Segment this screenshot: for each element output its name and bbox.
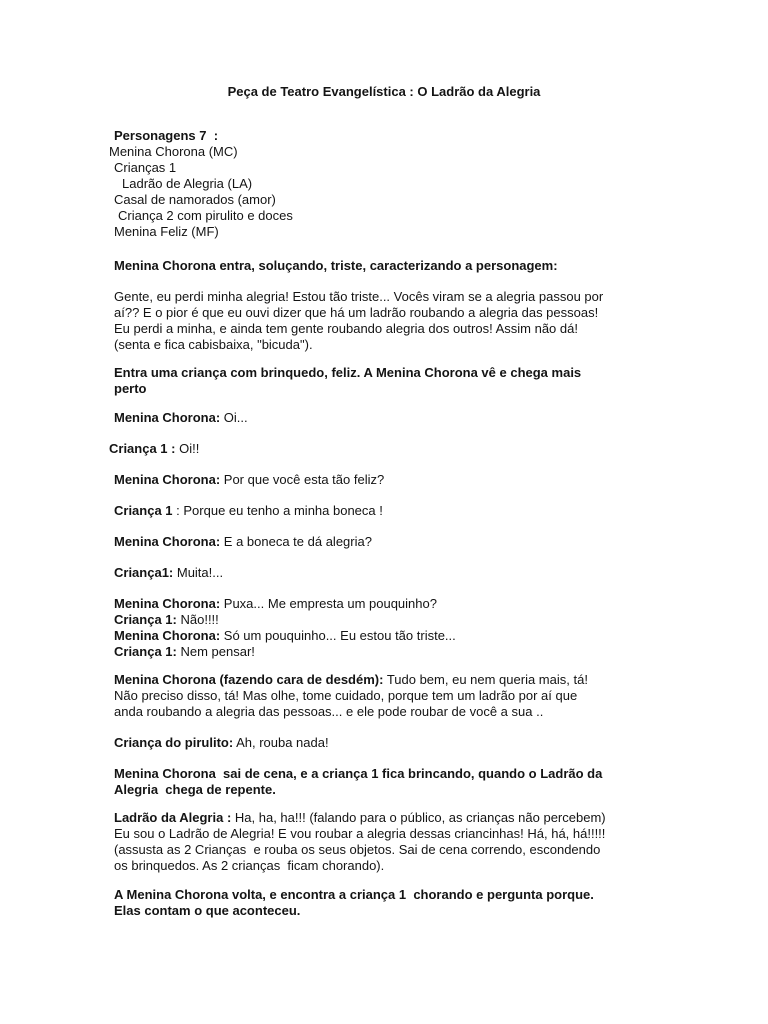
stage-direction-text: A Menina Chorona volta, e encontra a criança 1 chorando e pergunta porque.: [114, 887, 594, 902]
line-text: Ah, rouba nada!: [233, 735, 329, 750]
line-text: Não!!!!: [176, 612, 219, 627]
line-text: Só um pouquinho... Eu estou tão triste...: [220, 628, 456, 643]
stage-direction: [114, 365, 581, 397]
dialogue-line: [109, 441, 199, 457]
line-text: E a boneca te dá alegria?: [220, 534, 372, 549]
speaker: Ladrão da Alegria :: [114, 810, 232, 825]
line-text: os brinquedos. As 2 crianças ficam chorando).: [114, 858, 385, 873]
speech-line: Eu perdi a minha, e ainda tem gente roubando alegria dos outros! Assim não dá!: [114, 321, 578, 336]
dialogue-line: [114, 735, 329, 751]
speaker: Menina Chorona:: [114, 628, 221, 643]
speech-line: Gente, eu perdi minha alegria! Estou tão triste... Vocês viram se a alegria passou por: [114, 289, 604, 304]
stage-direction-text: Menina Chorona entra, soluçando, triste, caracterizando a personagem:: [114, 258, 558, 273]
dialogue-line: [114, 410, 248, 426]
stage-direction-text: Menina Chorona sai de cena, e a criança 1 fica brincando, quando o Ladrão da: [114, 766, 603, 781]
line-text: Oi!!: [175, 441, 200, 456]
character-item: Criança 2 com pirulito e doces: [118, 208, 293, 223]
document-title: Peça de Teatro Evangelística : O Ladrão da Alegria: [227, 84, 541, 99]
line-text: Muita!...: [173, 565, 224, 580]
dialogue-line: [114, 810, 606, 874]
speech-paragraph: [114, 289, 603, 353]
dialogue-line: [114, 565, 223, 581]
speaker: Menina Chorona (fazendo cara de desdém):: [114, 672, 384, 687]
speaker: Criança 1: [114, 503, 173, 518]
stage-direction: [114, 766, 602, 798]
line-text: (assusta as 2 Crianças e rouba os seus objetos. Sai de cena correndo, escondendo: [114, 842, 601, 857]
speaker: Menina Chorona:: [114, 596, 221, 611]
speech-line: (senta e fica cabisbaixa, "bicuda").: [114, 337, 313, 352]
speaker: Menina Chorona:: [114, 534, 221, 549]
speaker: Criança 1:: [114, 612, 177, 627]
character-item: Menina Chorona (MC): [109, 144, 238, 159]
character-item: Crianças 1: [114, 160, 177, 175]
speaker: Criança 1 :: [109, 441, 176, 456]
line-text: Por que você esta tão feliz?: [220, 472, 385, 487]
speech-line: aí?? E o pior é que eu ouvi dizer que há um ladrão roubando a alegria das pessoas!: [114, 305, 599, 320]
dialogue-line: [114, 672, 588, 720]
characters-section: [109, 128, 293, 240]
character-item: Casal de namorados (amor): [114, 192, 276, 207]
line-text: Eu sou o Ladrão de Alegria! E vou roubar a alegria dessas criancinhas! Há, há, há!!!!!: [114, 826, 606, 841]
line-text: Tudo bem, eu nem queria mais, tá!: [383, 672, 588, 687]
stage-direction-text: Elas contam o que aconteceu.: [114, 903, 301, 918]
line-text: Ha, ha, ha!!! (falando para o público, as crianças não percebem): [231, 810, 606, 825]
line-text: Nem pensar!: [176, 644, 255, 659]
speaker: Criança 1:: [114, 644, 177, 659]
line-text: Puxa... Me empresta um pouquinho?: [220, 596, 437, 611]
dialogue-exchange: [114, 596, 456, 660]
line-text: Oi...: [220, 410, 248, 425]
line-text: Não preciso disso, tá! Mas olhe, tome cuidado, porque tem um ladrão por aí que: [114, 688, 578, 703]
characters-heading: Personagens 7 :: [114, 128, 219, 143]
speaker: Menina Chorona:: [114, 472, 221, 487]
speaker: Menina Chorona:: [114, 410, 221, 425]
dialogue-line: [114, 534, 372, 550]
stage-direction-text: perto: [114, 381, 147, 396]
stage-direction-text: Entra uma criança com brinquedo, feliz. A Menina Chorona vê e chega mais: [114, 365, 582, 380]
speaker: Criança1:: [114, 565, 174, 580]
line-text: : Porque eu tenho a minha boneca !: [172, 503, 383, 518]
stage-direction: [114, 887, 594, 919]
speaker: Criança do pirulito:: [114, 735, 234, 750]
stage-direction-text: Alegria chega de repente.: [114, 782, 276, 797]
line-text: anda roubando a alegria das pessoas... e ele pode roubar de você a sua ..: [114, 704, 544, 719]
stage-direction: [114, 258, 558, 274]
dialogue-line: [114, 503, 383, 519]
character-item: Menina Feliz (MF): [114, 224, 219, 239]
character-item: Ladrão de Alegria (LA): [122, 176, 253, 191]
dialogue-line: [114, 472, 384, 488]
